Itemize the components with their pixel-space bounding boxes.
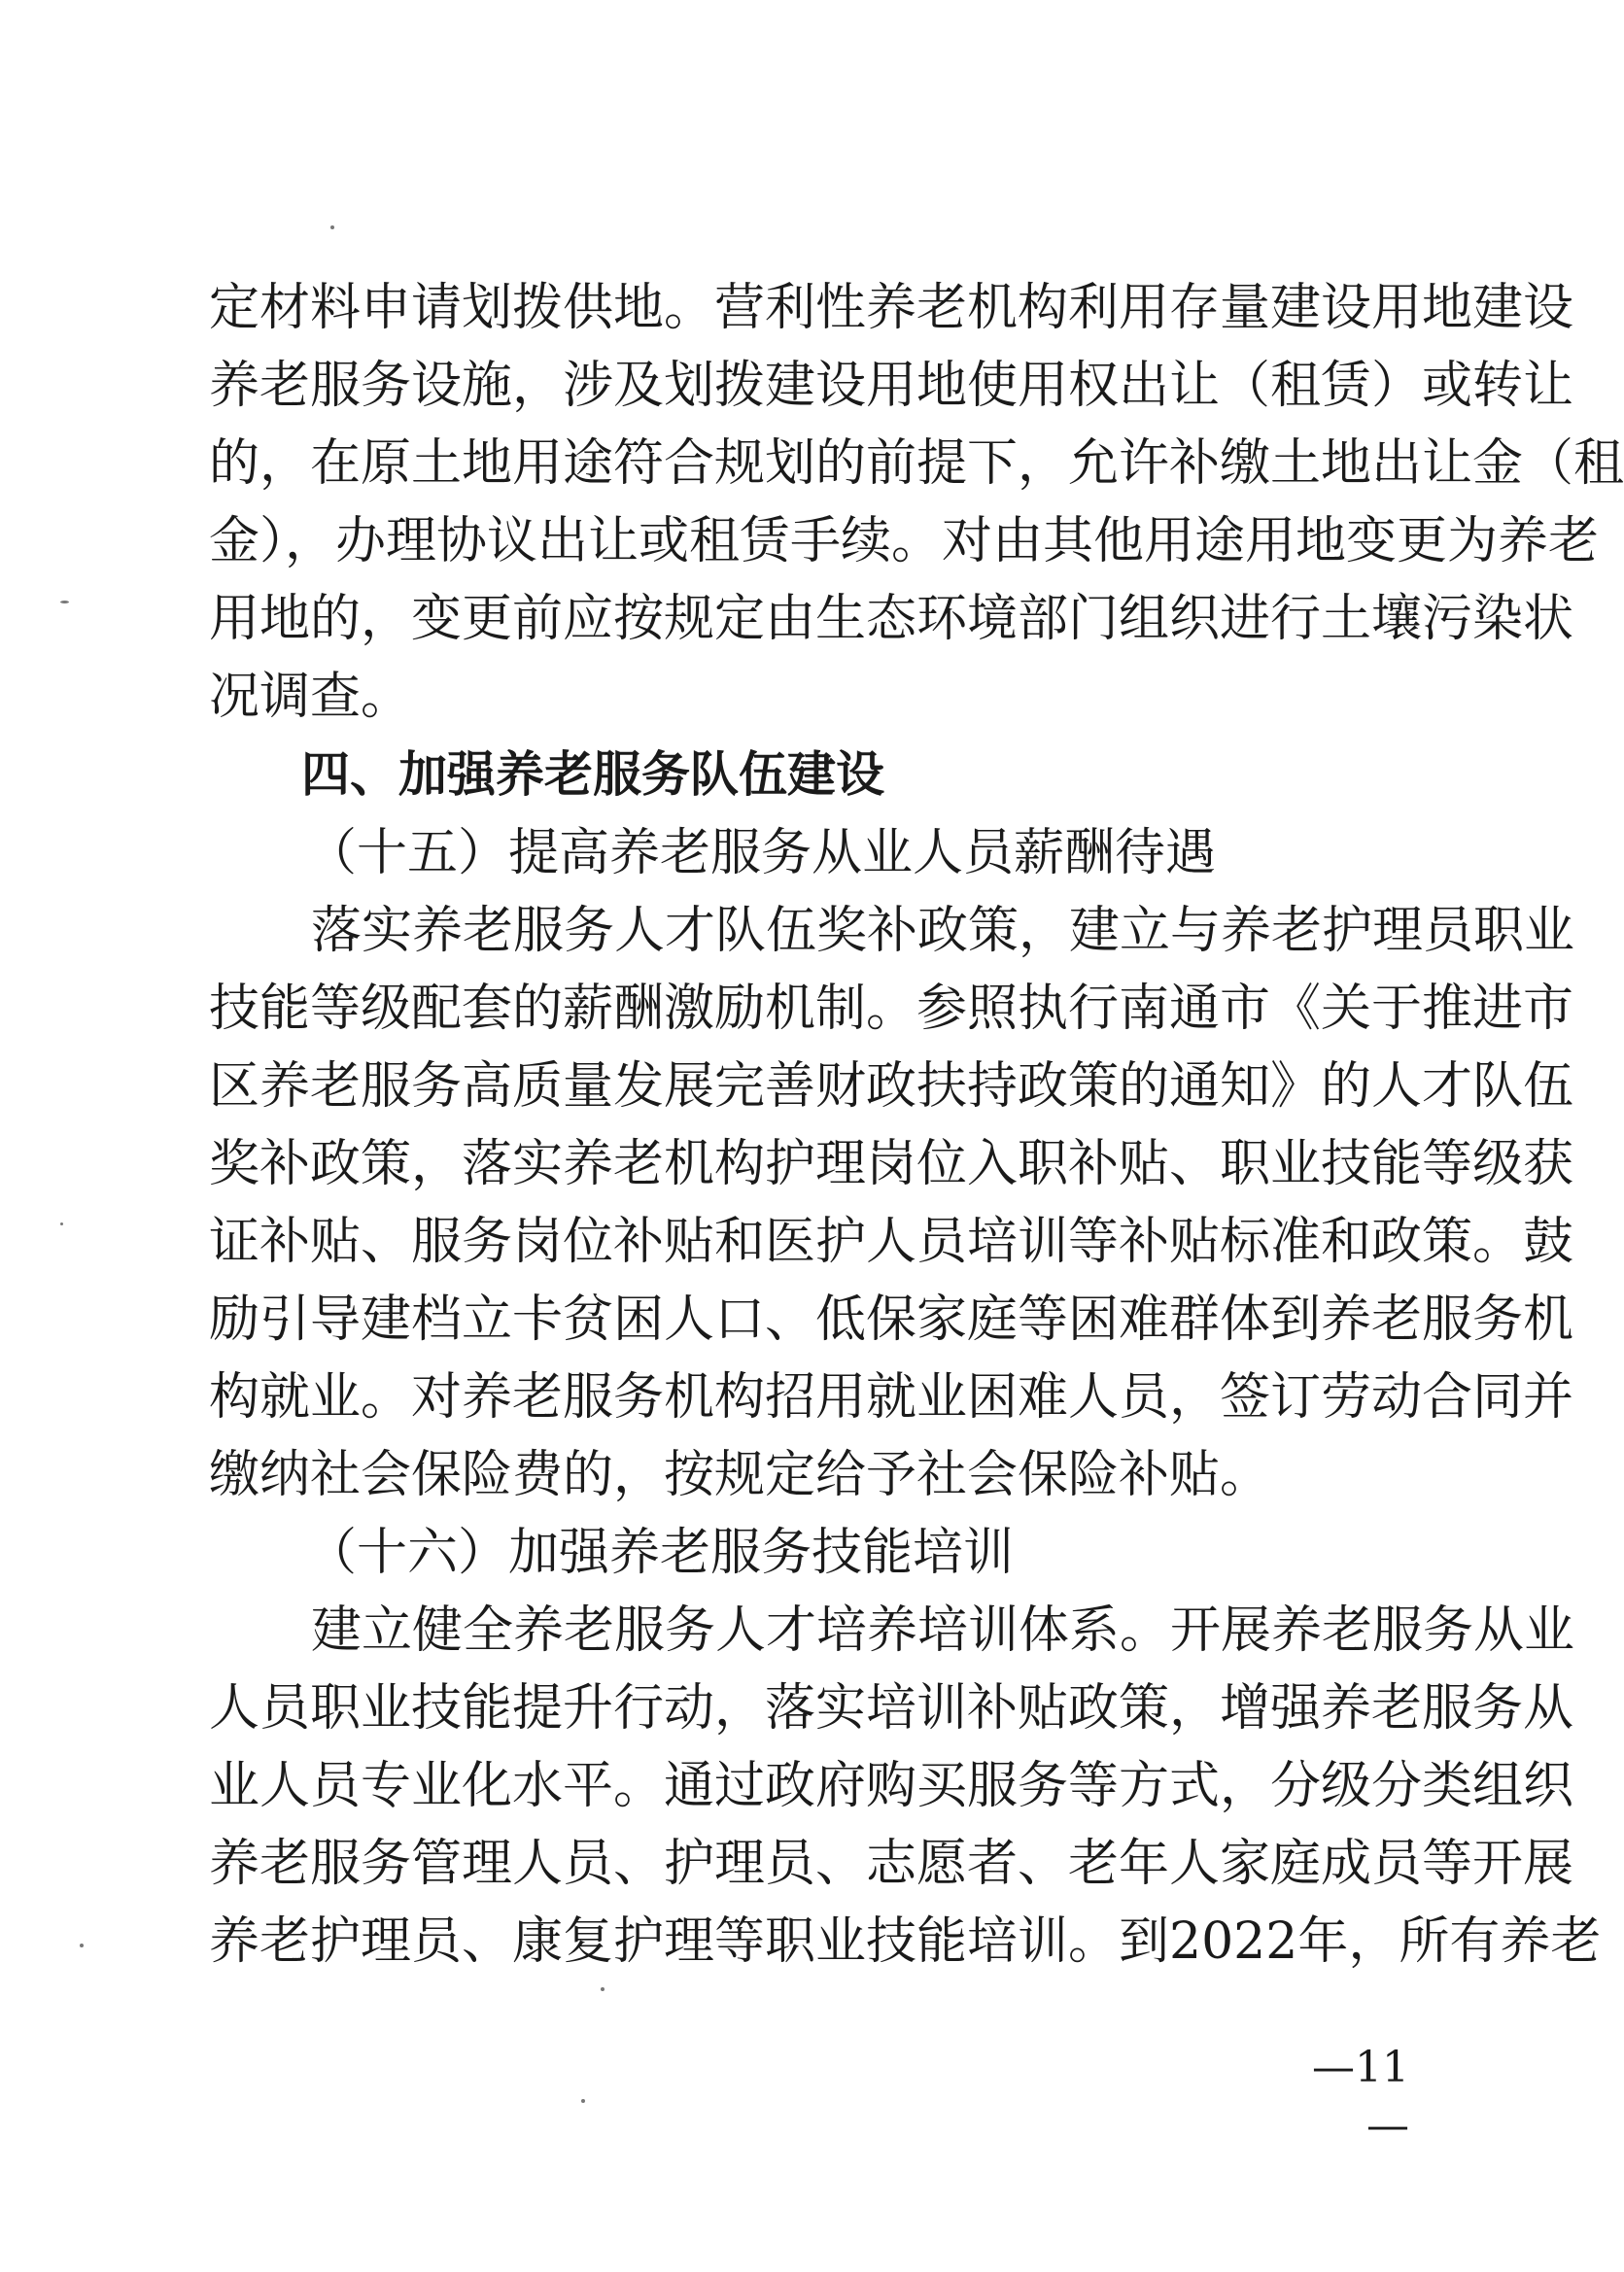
scan-speck <box>581 2099 585 2103</box>
paragraph-line: 用地的，变更前应按规定由生态环境部门组织进行土壤污染状 <box>209 590 1574 648</box>
paragraph-line: 奖补政策，落实养老机构护理岗位入职补贴、职业技能等级获 <box>209 1135 1574 1193</box>
paragraph-line: 区养老服务高质量发展完善财政扶持政策的通知》的人才队伍 <box>209 1057 1574 1116</box>
scan-speck <box>60 1222 63 1225</box>
paragraph-line: 建立健全养老服务人才培养培训体系。开展养老服务从业 <box>311 1601 1575 1660</box>
scan-speck <box>80 1944 84 1947</box>
paragraph-line: 况调查。 <box>209 668 412 726</box>
scan-speck <box>601 1987 605 1991</box>
paragraph-line: 技能等级配套的薪酬激励机制。参照执行南通市《关于推进市 <box>209 980 1574 1038</box>
paragraph-line: 金），办理协议出让或租赁手续。对由其他用途用地变更为养老 <box>209 512 1600 570</box>
paragraph-line: 落实养老服务人才队伍奖补政策，建立与养老护理员职业 <box>311 902 1575 960</box>
paragraph-line: 的，在原土地用途符合规划的前提下，允许补缴土地出让金（租 <box>209 434 1624 493</box>
page-number: —11— <box>1312 2043 1409 2151</box>
paragraph-line: 定材料申请划拨供地。营利性养老机构利用存量建设用地建设 <box>209 279 1574 337</box>
paragraph-line: 构就业。对养老服务机构招用就业困难人员，签订劳动合同并 <box>209 1368 1574 1427</box>
paragraph-line: 励引导建档立卡贫困人口、低保家庭等困难群体到养老服务机 <box>209 1291 1574 1349</box>
paragraph-line: 缴纳社会保险费的，按规定给予社会保险补贴。 <box>209 1446 1271 1504</box>
paragraph-line: 养老服务管理人员、护理员、志愿者、老年人家庭成员等开展 <box>209 1835 1574 1893</box>
paragraph-line: 人员职业技能提升行动，落实培训补贴政策，增强养老服务从 <box>209 1679 1574 1738</box>
subsection-heading: （十六）加强养老服务技能培训 <box>306 1524 1015 1582</box>
paragraph-line: 业人员专业化水平。通过政府购买服务等方式，分级分类组织 <box>209 1757 1574 1815</box>
scan-speck <box>330 225 334 229</box>
section-heading: 四、加强养老服务队伍建设 <box>301 746 884 803</box>
scan-speck <box>60 601 69 603</box>
subsection-heading: （十五）提高养老服务从业人员薪酬待遇 <box>306 824 1217 882</box>
paragraph-line: 养老服务设施，涉及划拨建设用地使用权出让（租赁）或转让 <box>209 357 1574 415</box>
paragraph-line: 证补贴、服务岗位补贴和医护人员培训等补贴标准和政策。鼓 <box>209 1213 1574 1271</box>
paragraph-line: 养老护理员、康复护理等职业技能培训。到2022年，所有养老 <box>209 1912 1602 1971</box>
